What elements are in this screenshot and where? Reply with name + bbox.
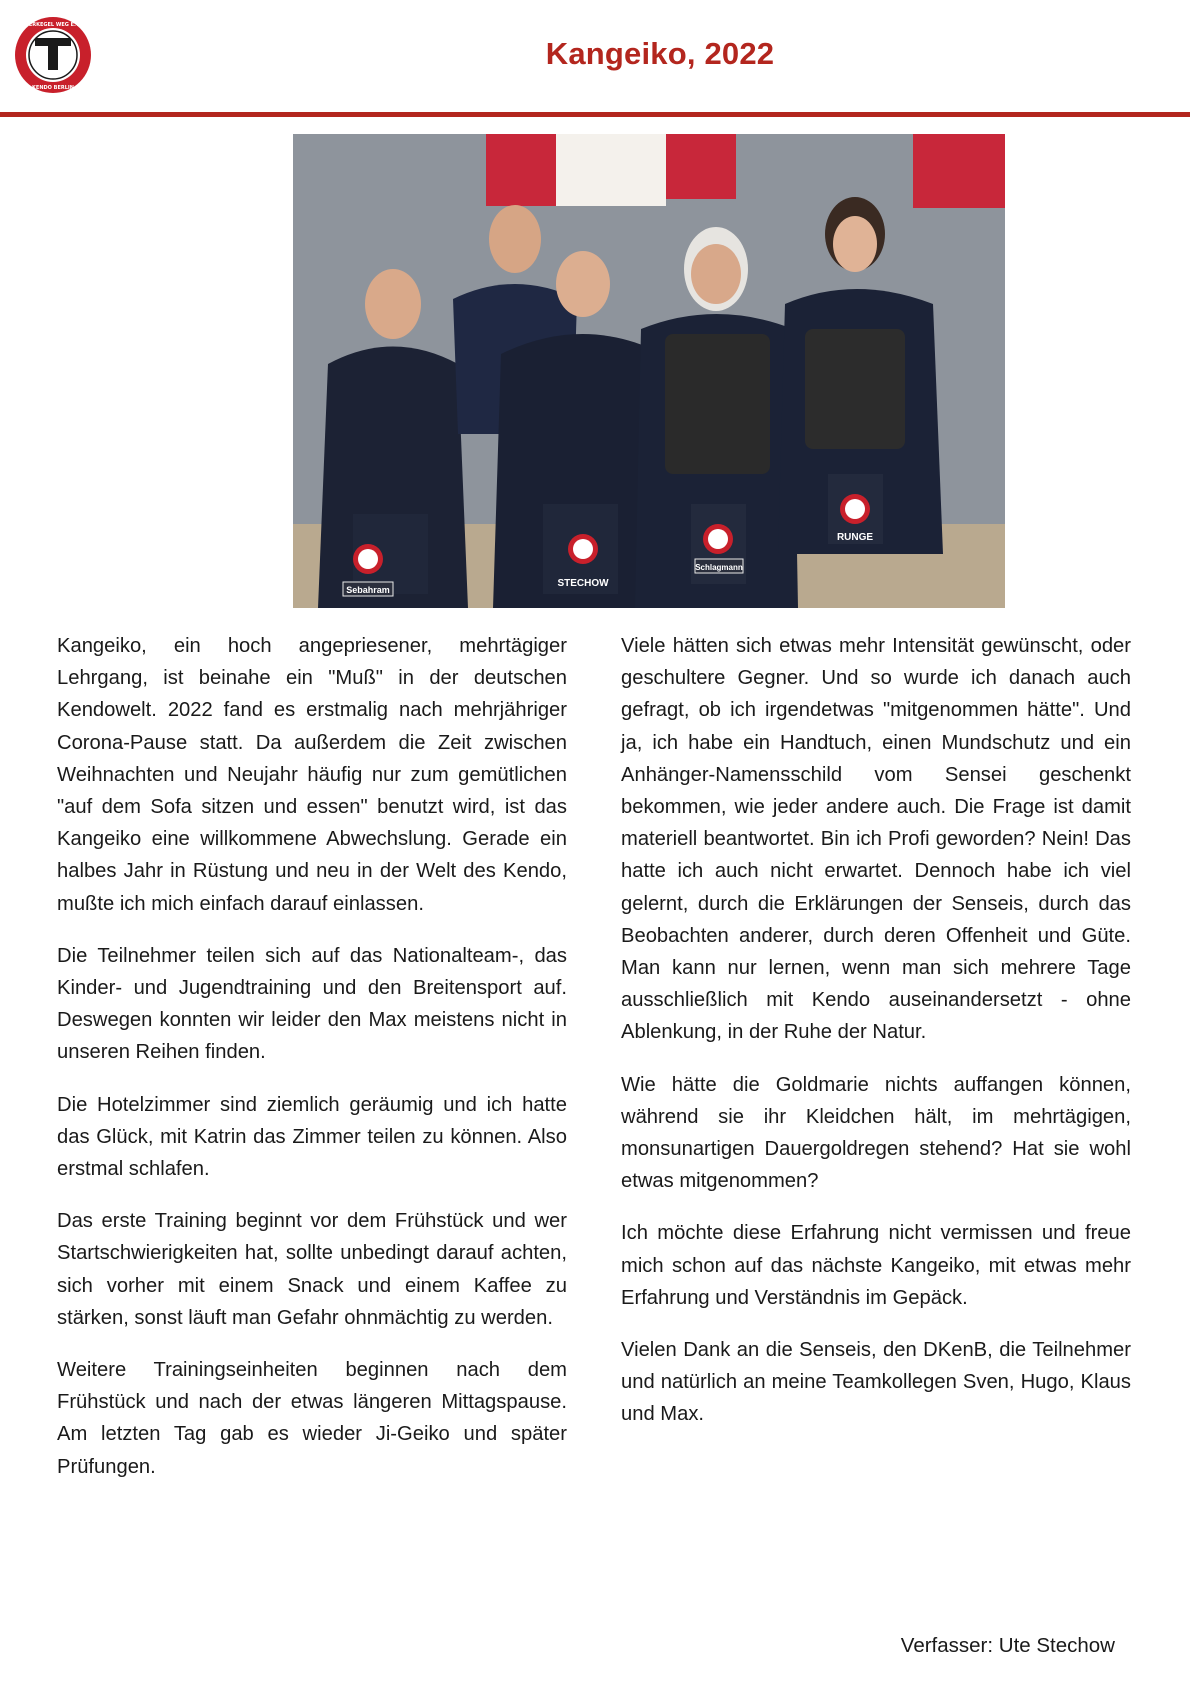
name-tag-4: RUNGE — [836, 532, 874, 543]
name-tag-1: Sebahram — [346, 585, 390, 595]
paragraph: Die Hotelzimmer sind ziemlich geräumig und ich hatte das Glück, mit Katrin das Zimmer teilen zu können. Also erstmal schlafen. — [57, 1093, 567, 1181]
paragraph: Das erste Training beginnt vor dem Frühstück und wer Startschwierigkeiten hat, sollte unbedingt darauf achten, sich vorher mit einem Snack und einem Kaffee zu stärken, sonst läuft man Gefahr ohnmächtig zu werden. — [57, 1210, 567, 1329]
paragraph: Weitere Trainingseinheiten beginnen nach dem Frühstück und nach der etwas längeren Mittagspause. Am letzten Tag gab es wieder Ji-Geiko und später Prüfungen. — [57, 1359, 567, 1478]
logo-text-top: VERKEGEL WEG E.V. — [24, 22, 82, 28]
paragraph: Vielen Dank an die Senseis, den DKenB, die Teilnehmer und natürlich an meine Teamkollegen Sven, Hugo, Klaus und Max. — [621, 1339, 1131, 1426]
paragraph: Die Teilnehmer teilen sich auf das Nationalteam-, das Kinder- und Jugendtraining und den Breitensport auf. Deswegen konnten wir leider den Max meistens nicht in unseren Reihen finden. — [57, 944, 567, 1064]
header-rule — [0, 112, 1190, 117]
logo-text-bottom: KENDO BERLIN — [32, 85, 74, 91]
paragraph: Ich möchte diese Erfahrung nicht vermissen und freue mich schon auf das nächste Kangeiko, mit etwas mehr Erfahrung und Verständnis im Gepäck. — [621, 1222, 1131, 1309]
name-tag-3: Schlagmann — [695, 563, 743, 572]
paragraph: Viele hätten sich etwas mehr Intensität gewünscht, oder geschultere Gegner. Und so wurde ich danach auch gefragt, ob ich irgendetwas "mitgenommen hätte". Und ja, ich habe ein Handtuch, einen Mundschutz und ein Anhänger-Namensschild vom Sensei geschenkt bekommen, wie jeder andere auch. Die Frage ist damit materiell beantwortet. Bin ich Profi geworden? Nein! Das hatte ich auch nicht erwartet. Dennoch habe ich viel gelernt, durch die Erklärungen der Senseis, durch das Beobachten anderer, durch deren Offenheit und Güte. Man kann nur lernen, wenn man sich mehrere Tage ausschließlich mit Kendo auseinandersetzt - ohne Ablenkung, in der Ruhe der Natur. — [621, 635, 1131, 1044]
article-right-column — [621, 630, 1131, 1451]
group-photo — [293, 134, 1005, 608]
article-left-column — [57, 630, 567, 1503]
name-tag-2: STECHOW — [557, 578, 609, 589]
page-title: Kangeiko, 2022 — [545, 36, 775, 71]
paragraph: Kangeiko, ein hoch angepriesener, mehrtägiger Lehrgang, ist beinahe ein "Muß" in der deutschen Kendowelt. 2022 fand es erstmalig nach mehrjähriger Corona-Pause statt. Da außerdem die Zeit zwischen Weihnachten und Neujahr häufig nur zum gemütlichen "auf dem Sofa sitzen und essen" benutzt wird, ist das Kangeiko eine willkommene Abwechslung. Gerade ein halbes Jahr in Rüstung und neu in der Welt des Kendo, mußte ich mich einfach darauf einlassen. — [57, 635, 567, 915]
paragraph: Wie hätte die Goldmarie nichts auffangen können, während sie ihr Kleidchen hält, im mehrtägigen, monsunartigen Dauergoldregen stehend? Hat sie wohl etwas mitgenommen? — [621, 1073, 1131, 1193]
author-credit: Verfasser: Ute Stechow — [900, 1634, 1115, 1657]
